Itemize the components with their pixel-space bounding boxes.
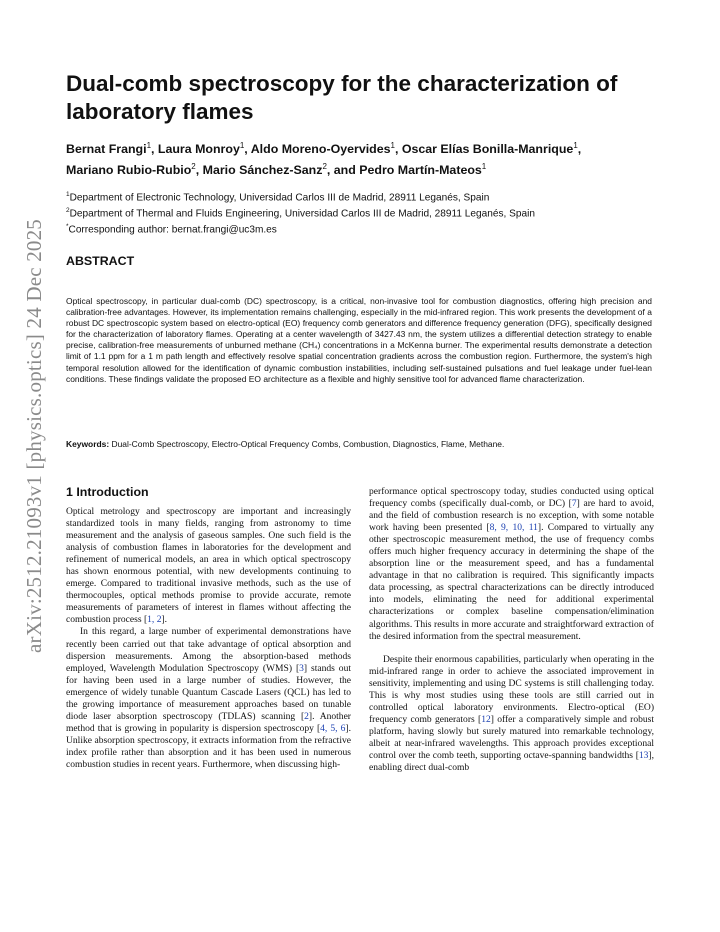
author-list: Bernat Frangi$^1$, Laura Monroy$^1$, Aldo Moreno-Oyervides$^1$, Oscar Elías Bonilla-Manrique$^1$, Mariano Rubio-Rubio$^2$, Mario Sánchez-Sanz$^2$, and Pedro Martín-Mateos$^1$ (66, 141, 582, 178)
citation-link[interactable]: 7 (571, 498, 577, 510)
affiliation-mark: 1 (390, 141, 395, 150)
right-text-column (369, 486, 654, 774)
section-heading-introduction: 1 Introduction (66, 485, 149, 499)
affiliation-mark: 2 (191, 162, 196, 172)
affiliation: $^2$Department of Thermal and Fluids Engineering, Universidad Carlos III de Madrid, 28911 Leganés, Spain (66, 207, 535, 220)
author: Pedro Martín-Mateos (359, 163, 482, 178)
citation-link[interactable]: 2 (304, 710, 309, 722)
affiliation-mark: 1 (573, 141, 578, 150)
keywords-list: Dual-Comb Spectroscopy, Electro-Optical Frequency Combs, Combustion, Diagnostics, Flame, Methane. (111, 439, 505, 449)
citation-link[interactable]: 4, 5, 6 (320, 722, 346, 734)
arxiv-identifier-stamp: arXiv:2512.21093v1 [physics.optics] 24 Dec 2025 (22, 218, 46, 653)
paragraph: In this regard, a large number of experimental demonstrations have recently been carried out that take advantage of optical absorption and dispersion measurements. Among the absorption-based methods employed, Wavelength Modulation Spectroscopy (WMS) [3] stands out for having been used in a large number of studies. However, the emergence of widely tunable Quantum Cascade Lasers (QCL) has led to the growing importance of measurement approaches based on tunable diode laser absorption spectroscopy (TDLAS) scanning [2]. Another method that is growing in popularity is dispersion spectroscopy [4, 5, 6]. Unlike absorption spectroscopy, it extracts information from the refractive index profile rather than absorption and it has been used in numerous combustion studies in recent years. Furthermore, when discussing high- (66, 626, 352, 770)
paper-title: Dual-comb spectroscopy for the characterization of laboratory flames (66, 71, 618, 124)
paragraph: performance optical spectroscopy today, studies conducted using optical frequency combs (specifically dual-comb, or DC) [7] are hard to avoid, and the field of combustion research is no exception, with some notable work having been presented [8, 9, 10, 11]. Compared to virtually any other spectroscopic measurement method, the use of frequency combs offers much higher frequency accuracy in determining the shape of the absorption line or the measurement speed, and has a fundamental advantage in that no calibration is required. This significantly impacts data processing, as spectral characterizations can be directly introduced into models, eliminating the need for additional experimental characterizations or complex baseline compensation/elimination algorithms. This results in more accurate and straightforward extraction of the desired information from the spectral measurement. (369, 486, 654, 642)
left-text-column (66, 506, 351, 771)
affiliation-mark: 1 (481, 162, 487, 172)
affiliation-mark: 2 (322, 162, 327, 172)
affiliation-list (66, 189, 666, 237)
author: Mariano Rubio-Rubio (66, 163, 192, 178)
affiliation-mark: 1 (239, 141, 245, 150)
citation-link[interactable]: 8, 9, 10, 11 (489, 522, 538, 534)
abstract-heading: ABSTRACT (66, 254, 135, 268)
affiliation: $^1$Department of Electronic Technology, Universidad Carlos III de Madrid, 28911 Leganés, Spain (66, 191, 490, 204)
paragraph: Optical metrology and spectroscopy are important and increasingly standardized tools in many fields, ranging from astronomy to time measurement and the analysis of gaseous samples. One such field is the analysis of combustion flames in laboratories for the development and refinement of numerical models, an area in which optical spectroscopy has shown enormous potential, with new developments continuing to emerge. Compared to traditional invasive methods, such as the use of thermocouples, optical methods promise to provide accurate, remote measurements of parameters of interest in flames without affecting the combustion process [1, 2]. (66, 506, 351, 626)
citation-link[interactable]: 3 (299, 662, 304, 674)
citation-link[interactable]: 13 (638, 749, 649, 761)
corresponding-author: *Corresponding author: bernat.frangi@uc3m.es (66, 223, 277, 236)
affiliation-mark: 1 (146, 141, 152, 150)
author: Mario Sánchez-Sanz (202, 163, 323, 178)
author: Oscar Elías Bonilla-Manrique (401, 142, 574, 157)
author: Bernat Frangi (66, 142, 147, 157)
paragraph: Despite their enormous capabilities, particularly when operating in the mid-infrared range in order to achieve the associated improvement in sensitivity, implementing and using DC systems is still challenging today. This is why most studies using these tools are still carried out in controlled optical laboratory environments. Electro-optical (EO) frequency comb generators [12] offer a comparatively simple and robust platform, having slowly but surely matured into remarkable technology, albeit at near-infrared wavelengths. This approach provides exceptional control over the comb teeth, supporting octave-spanning bandwidths [13], enabling direct dual-comb (369, 653, 655, 774)
author: Aldo Moreno-Oyervides (250, 142, 391, 157)
author: Laura Monroy (157, 142, 240, 157)
abstract-body: Optical spectroscopy, in particular dual-comb (DC) spectroscopy, is a critical, non-invasive tool for combustion diagnostics, offering high precision and calibration-free advantages. However, its implementation remains challenging, especially in the mid-infrared region. This work presents the development of a robust DC spectroscopic system based on electro-optical (EO) frequency comb generators and difference frequency generation (DFG), specifically designed for the characterization of laboratory flames. Operating at a center wavelength of 3427.43 nm, the system utilizes a differential detection strategy to enable precise, calibration-free measurements of unburned methane (CH₄) concentrations in a McKenna burner. The experimental results demonstrate a detection limit of 1.1 ppm for a 1 m path length and effectively resolve spatial concentration gradients across the combustion region. Furthermore, the system's high temporal resolution allowed for the identification of dynamic combustion instabilities, including self-sustained pulsations and fuel leakage under fuel-lean conditions. These findings validate the proposed EO architecture as a flexible and highly sensitive tool for advanced flame characterization. (66, 296, 652, 384)
citation-link[interactable]: 12 (481, 713, 491, 725)
citation-link[interactable]: 1, 2 (147, 614, 162, 626)
keywords (66, 439, 652, 450)
keywords-label: Keywords: (66, 439, 110, 449)
